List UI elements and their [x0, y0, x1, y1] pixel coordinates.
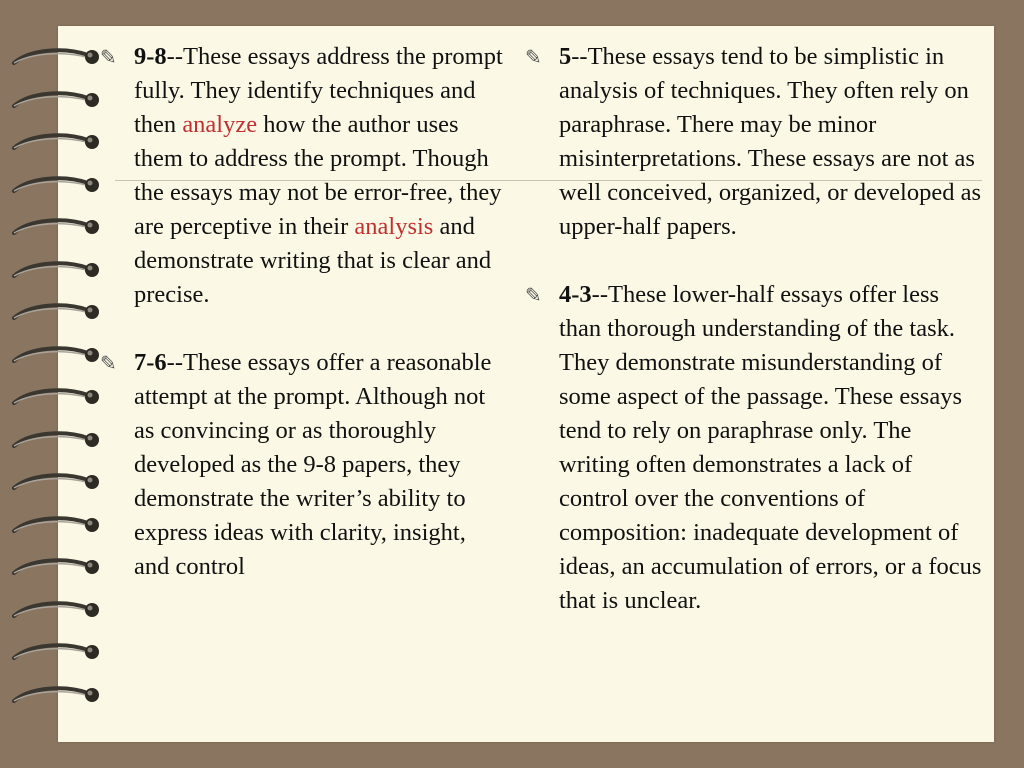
pencil-bullet-icon: ✎: [100, 351, 117, 375]
spiral-ring-icon: [10, 683, 102, 709]
spiral-ring-icon: [10, 45, 102, 71]
spiral-ring-icon: [10, 513, 102, 539]
bullet-text: [134, 346, 505, 584]
bullet-item: [100, 40, 505, 312]
bullet-item: [525, 40, 985, 244]
spiral-ring-icon: [10, 470, 102, 496]
spiral-ring-icon: [10, 640, 102, 666]
highlighted-term: analyze: [182, 111, 258, 138]
spiral-ring-icon: [10, 598, 102, 624]
spiral-ring-icon: [10, 215, 102, 241]
bullet-item: [100, 346, 505, 584]
pencil-bullet-icon: ✎: [525, 283, 542, 307]
spiral-ring-icon: [10, 258, 102, 284]
spiral-ring-icon: [10, 385, 102, 411]
spiral-ring-icon: [10, 173, 102, 199]
bullet-text: [559, 278, 985, 618]
highlighted-term: analysis: [354, 213, 434, 240]
spiral-ring-icon: [10, 88, 102, 114]
spiral-ring-icon: [10, 555, 102, 581]
spiral-ring-icon: [10, 428, 102, 454]
score-range: 9-8: [134, 43, 167, 70]
score-range: 5: [559, 43, 572, 70]
right-column: [525, 40, 985, 618]
pencil-bullet-icon: ✎: [525, 45, 542, 69]
description-text: how the author uses them to address the prompt. Though the essays may not be error-free, they are perceptive in their: [134, 111, 502, 240]
spiral-ring-icon: [10, 300, 102, 326]
spiral-ring-icon: [10, 343, 102, 369]
score-range: 4-3: [559, 281, 592, 308]
description-text: --These essays address the prompt fully. They identify techniques and then: [134, 43, 503, 138]
description-text: --These lower-half essays offer less than thorough understanding of the task. They demonstrate misunderstanding of some aspect of the passage. These essays tend to rely on paraphrase only. The writing often demonstrates a lack of control over the conventions of composition: inadequate development of ideas, an accumulation of errors, or a focus that is unclear.: [559, 281, 982, 614]
bullet-item: [525, 278, 985, 618]
description-text: and demonstrate writing that is clear and precise.: [134, 213, 492, 308]
score-range: 7-6: [134, 349, 167, 376]
left-column: [100, 40, 505, 584]
bullet-text: [134, 40, 505, 312]
pencil-bullet-icon: ✎: [100, 45, 117, 69]
description-text: --These essays tend to be simplistic in analysis of techniques. They often rely on paraphrase. There may be minor misinterpretations. These essays are not as well conceived, organized, or developed as upper-half papers.: [559, 43, 982, 240]
bullet-text: [559, 40, 985, 244]
description-text: --These essays offer a reasonable attempt at the prompt. Although not as convincing or as thoroughly developed as the 9-8 papers, they demonstrate the writer’s ability to express ideas with clarity, insight, and control: [134, 349, 492, 580]
spiral-ring-icon: [10, 130, 102, 156]
spiral-binding: [0, 0, 110, 768]
